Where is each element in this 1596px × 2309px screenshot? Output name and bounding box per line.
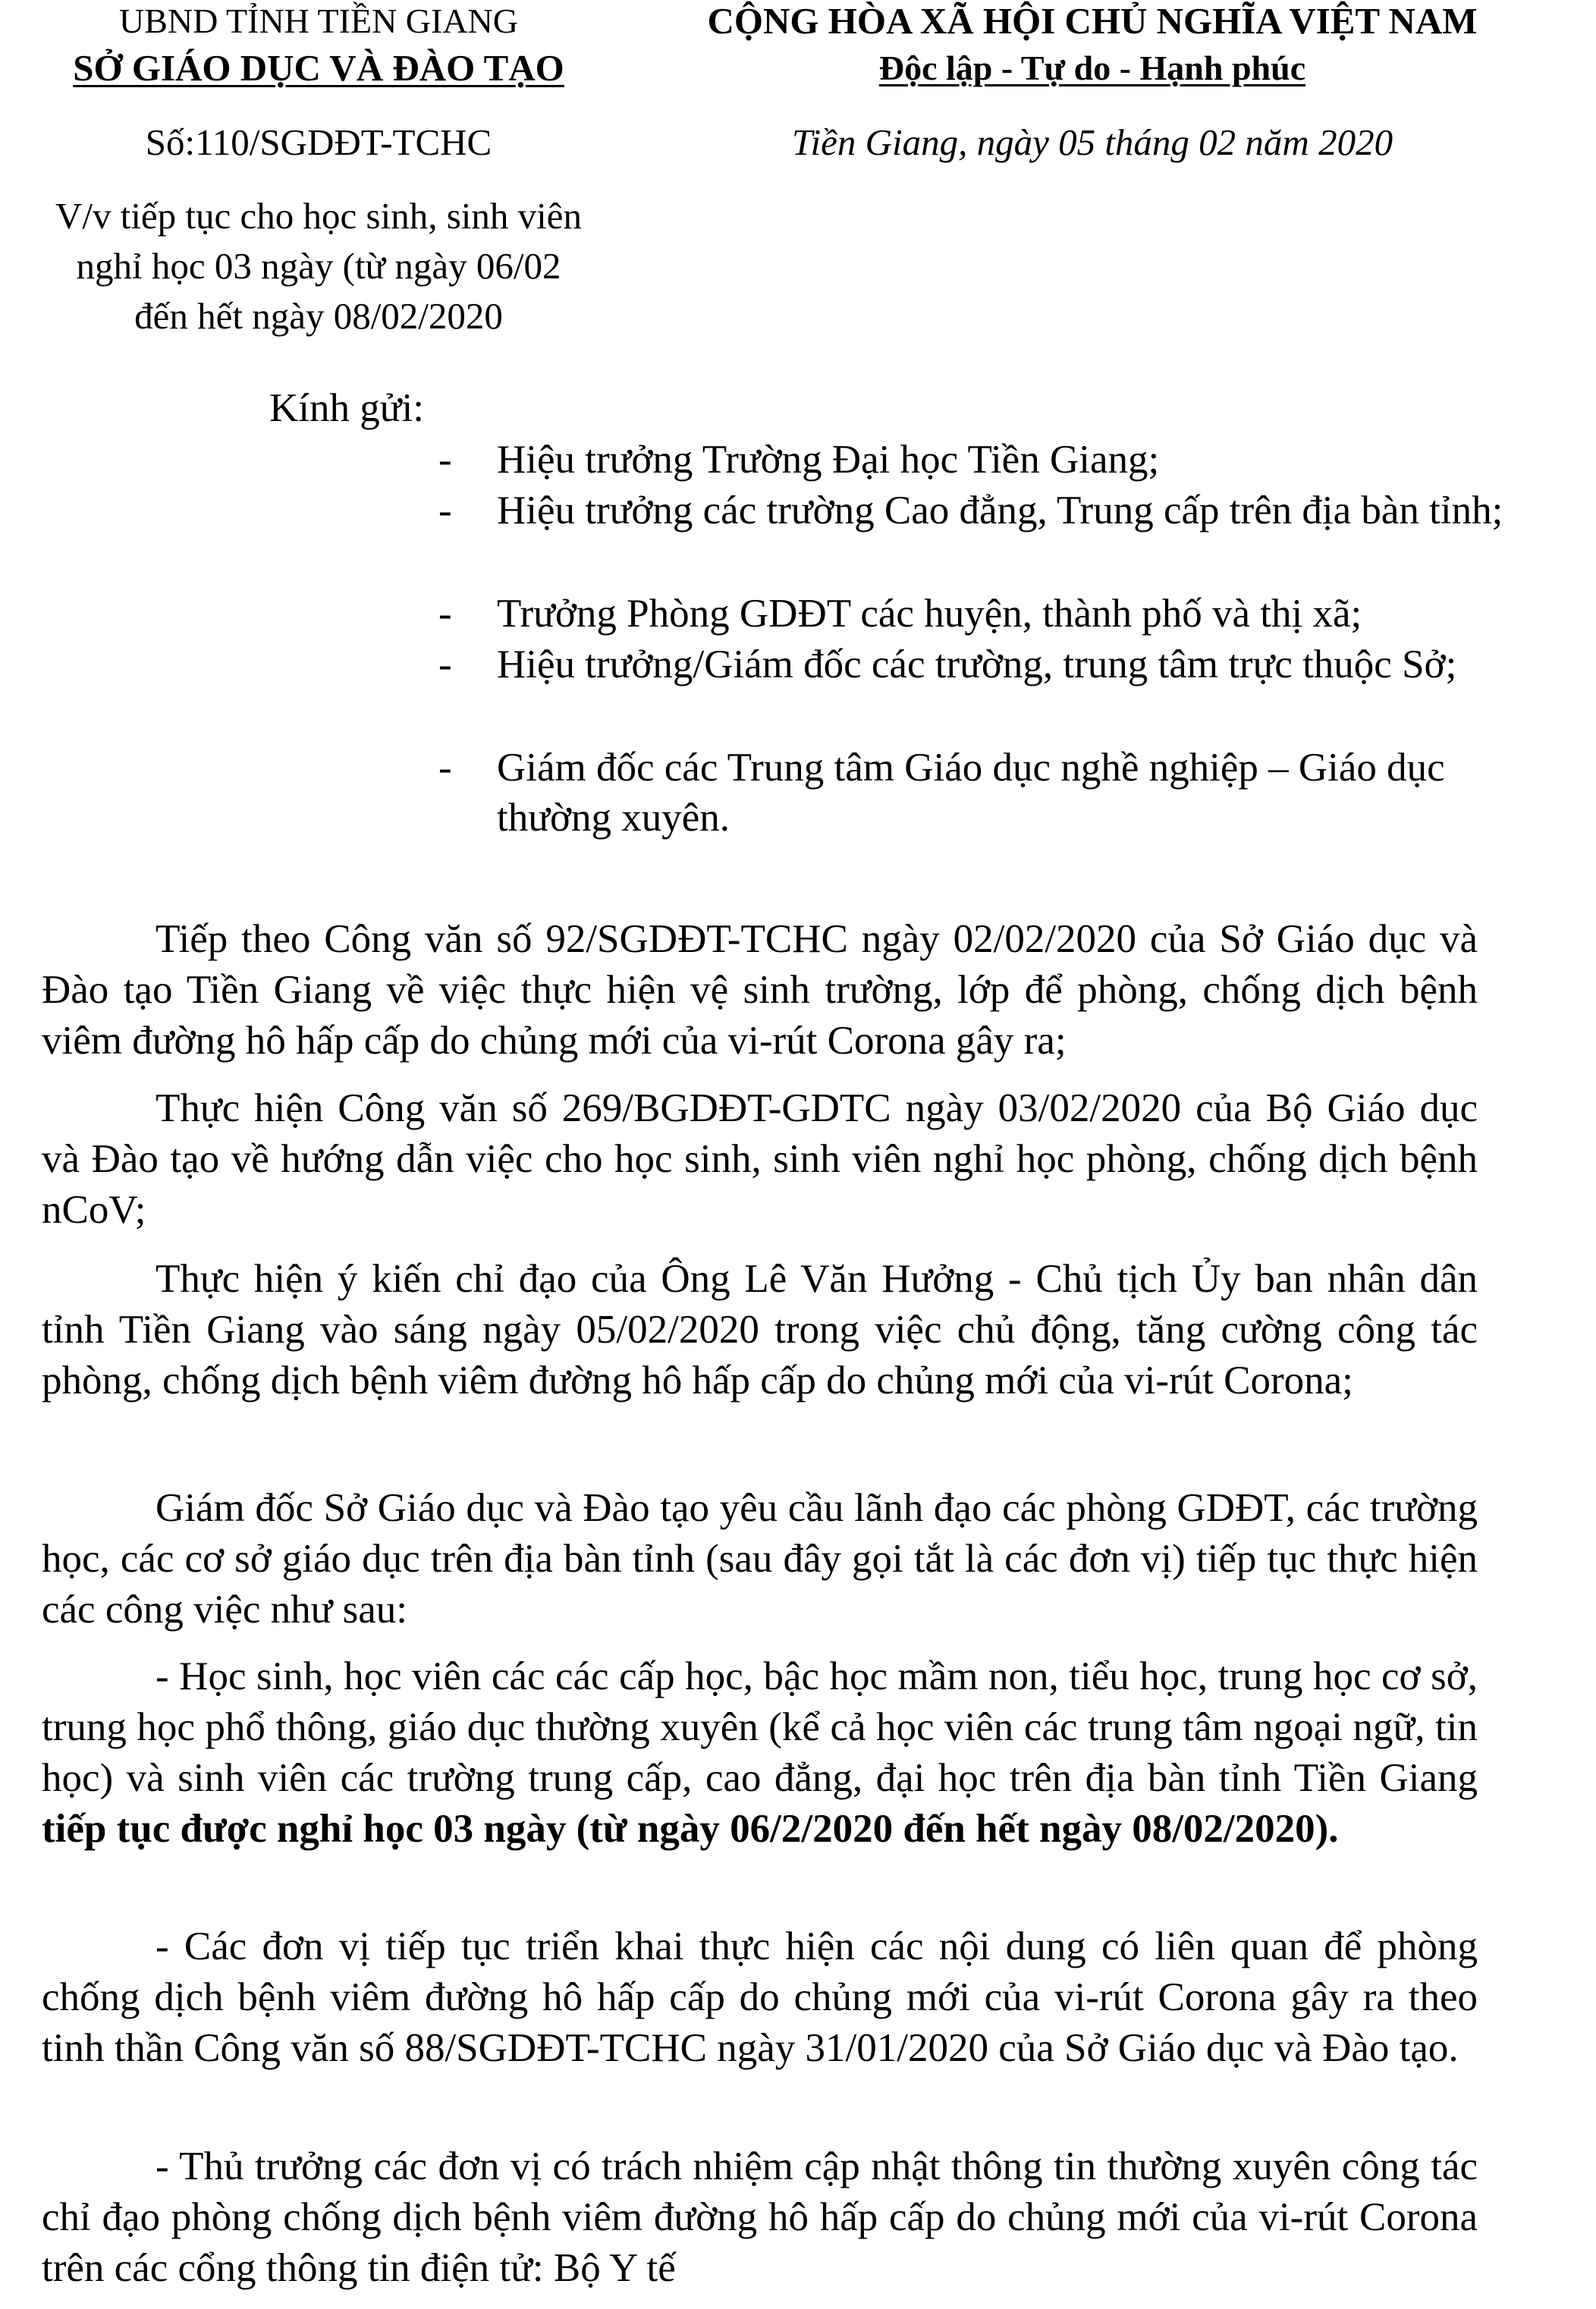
recipient-text: Trưởng Phòng GDĐT các huyện, thành phố và thị xã; (497, 592, 1362, 636)
body-paragraph-5-emphasis: tiếp tục được nghỉ học 03 ngày (từ ngày 06/2/2020 đến hết ngày 08/02/2020). (42, 1807, 1339, 1851)
recipient-text: Hiệu trưởng Trường Đại học Tiền Giang; (497, 438, 1160, 482)
body-paragraph-6: - Các đơn vị tiếp tục triển khai thực hiện các nội dung có liên quan để phòng chống dịch bệnh viêm đường hô hấp cấp do chủng mới của vi-rút Corona gây ra theo tinh thần Công văn số 88/SGDĐT-TCHC ngày 31/01/2020 của Sở Giáo dục và Đào tạo. (42, 1924, 1478, 2070)
national-motto: Độc lập - Tự do - Hạnh phúc (878, 49, 1306, 87)
national-title: CỘNG HÒA XÃ HỘI CHỦ NGHĨA VIỆT NAM (707, 0, 1478, 42)
document-subject: V/v tiếp tục cho học sinh, sinh viên nghỉ học 03 ngày (từ ngày 06/02 đến hết ngày 08/02/2020 (55, 195, 583, 337)
salutation: Kính gửi: (269, 386, 424, 430)
recipient-text: Giám đốc các Trung tâm Giáo dục nghề nghiệp – Giáo dục thường xuyên. (497, 746, 1445, 840)
recipient-text: Hiệu trưởng/Giám đốc các trường, trung tâm trực thuộc Sở; (497, 642, 1457, 686)
place-and-date: Tiền Giang, ngày 05 tháng 02 năm 2020 (791, 121, 1393, 163)
body-paragraph-7: - Thủ trưởng các đơn vị có trách nhiệm cập nhật thông tin thường xuyên công tác chỉ đạo phòng chống dịch bệnh viêm đường hô hấp cấp do chủng mới của vi-rút Corona trên các cổng thông tin điện tử: Bộ Y tế (42, 2144, 1478, 2290)
issuing-department: SỞ GIÁO DỤC VÀ ĐÀO TẠO (73, 47, 564, 89)
body-paragraph-5-text: - Học sinh, học viên các các cấp học, bậc học mầm non, tiểu học, trung học cơ sở, trung học phổ thông, giáo dục thường xuyên (kể cả học viên các trung tâm ngoại ngữ, tin học) và sinh viên các trường trung cấp, cao đẳng, đại học trên địa bàn tỉnh Tiền Giang (42, 1654, 1478, 1800)
recipient-dash: - (438, 592, 452, 636)
recipient-dash: - (438, 642, 452, 686)
body-paragraph-2: Thực hiện Công văn số 269/BGDĐT-GDTC ngày 03/02/2020 của Bộ Giáo dục và Đào tạo về hướng dẫn việc cho học sinh, sinh viên nghỉ học phòng, chống dịch bệnh nCoV; (42, 1086, 1478, 1232)
issuing-authority: UBND TỈNH TIỀN GIANG (119, 2, 518, 40)
recipient-dash: - (438, 746, 452, 790)
recipient-dash: - (438, 489, 452, 532)
document-number: Số:110/SGDĐT-TCHC (145, 121, 492, 163)
body-paragraph-3: Thực hiện ý kiến chỉ đạo của Ông Lê Văn Hưởng - Chủ tịch Ủy ban nhân dân tỉnh Tiền Giang vào sáng ngày 05/02/2020 trong việc chủ động, tăng cường công tác phòng, chống dịch bệnh viêm đường hô hấp cấp do chủng mới của vi-rút Corona; (42, 1257, 1478, 1403)
body-paragraph-1: Tiếp theo Công văn số 92/SGDĐT-TCHC ngày 02/02/2020 của Sở Giáo dục và Đào tạo Tiền Giang về việc thực hiện vệ sinh trường, lớp để phòng, chống dịch bệnh viêm đường hô hấp cấp do chủng mới của vi-rút Corona gây ra; (42, 917, 1478, 1063)
recipient-text: Hiệu trưởng các trường Cao đẳng, Trung cấp trên địa bàn tỉnh; (497, 489, 1503, 532)
recipient-dash: - (438, 438, 452, 482)
body-paragraph-4: Giám đốc Sở Giáo dục và Đào tạo yêu cầu lãnh đạo các phòng GDĐT, các trường học, các cơ sở giáo dục trên địa bàn tỉnh (sau đây gọi tắt là các đơn vị) tiếp tục thực hiện các công việc như sau: (42, 1486, 1478, 1632)
body-paragraph-5 (42, 1651, 1478, 1855)
